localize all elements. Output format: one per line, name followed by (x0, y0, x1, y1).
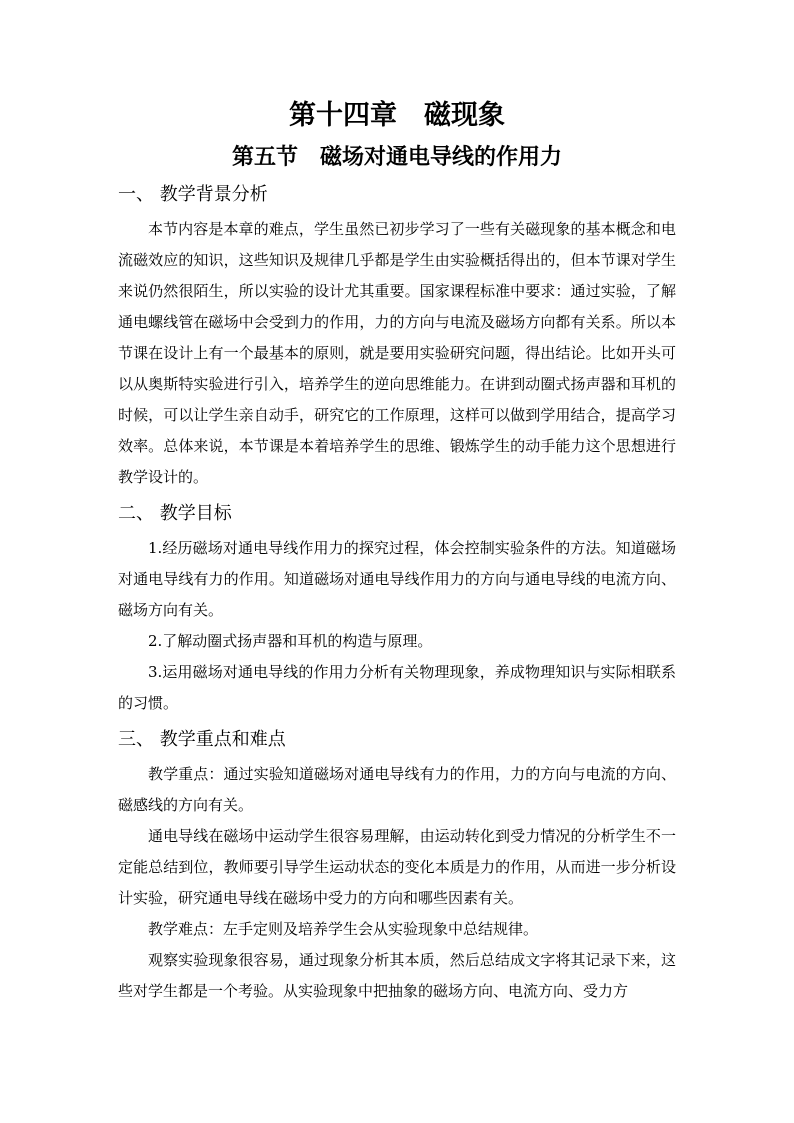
paragraph: 教学重点：通过实验知道磁场对通电导线有力的作用，力的方向与电流的方向、磁感线的方向有关。 (118, 765, 676, 814)
section-heading: 一、 教学背景分析 (118, 184, 268, 205)
paragraph: 本节内容是本章的难点，学生虽然已初步学习了一些有关磁现象的基本概念和电流磁效应的知识，这些知识及规律几乎都是学生由实验概括得出的，但本节课对学生来说仍然很陌生，所以实验的设计尤其重要。国家课程标准中要求：通过实验，了解通电螺线管在磁场中会受到力的作用，力的方向与电流及磁场方向都有关系。所以本节课在设计上有一个最基本的原则，就是要用实验研究问题，得出结论。比如开头可以从奥斯特实验进行引入，培养学生的逆向思维能力。在讲到动圈式扬声器和耳机的时候，可以让学生亲自动手，研究它的工作原理，这样可以做到学用结合，提高学习效率。总体来说，本节课是本着培养学生的思维、锻炼学生的动手能力这个思想进行教学设计的。 (118, 220, 676, 486)
paragraph: 1.经历磁场对通电导线作用力的探究过程，体会控制实验条件的方法。知道磁场对通电导线有力的作用。知道磁场对通电导线作用力的方向与通电导线的电流方向、磁场方向有关。 (118, 539, 676, 619)
section-title: 第五节 磁场对通电导线的作用力 (231, 144, 562, 170)
document-content (118, 96, 676, 1013)
chapter-title: 第十四章 磁现象 (289, 100, 505, 131)
paragraph: 通电导线在磁场中运动学生很容易理解，由运动转化到受力情况的分析学生不一定能总结到位，教师要引导学生运动状态的变化本质是力的作用，从而进一步分析设计实验，研究通电导线在磁场中受力的方向和哪些因素有关。 (118, 827, 676, 907)
paragraph: 3.运用磁场对通电导线的作用力分析有关物理现象，养成物理知识与实际相联系的习惯。 (118, 663, 676, 712)
section-background (118, 180, 676, 493)
section-heading: 二、 教学目标 (118, 503, 232, 524)
section-key-points (118, 725, 676, 1007)
section-objectives (118, 499, 676, 719)
paragraph: 教学难点：左手定则及培养学生会从实验现象中总结规律。 (148, 920, 539, 938)
paragraph: 2.了解动圈式扬声器和耳机的构造与原理。 (148, 632, 433, 650)
paragraph: 观察实验现象很容易，通过现象分析其本质，然后总结成文字将其记录下来，这些对学生都是一个考验。从实验现象中把抽象的磁场方向、电流方向、受力方 (118, 951, 676, 1000)
section-heading: 三、 教学重点和难点 (118, 729, 286, 750)
